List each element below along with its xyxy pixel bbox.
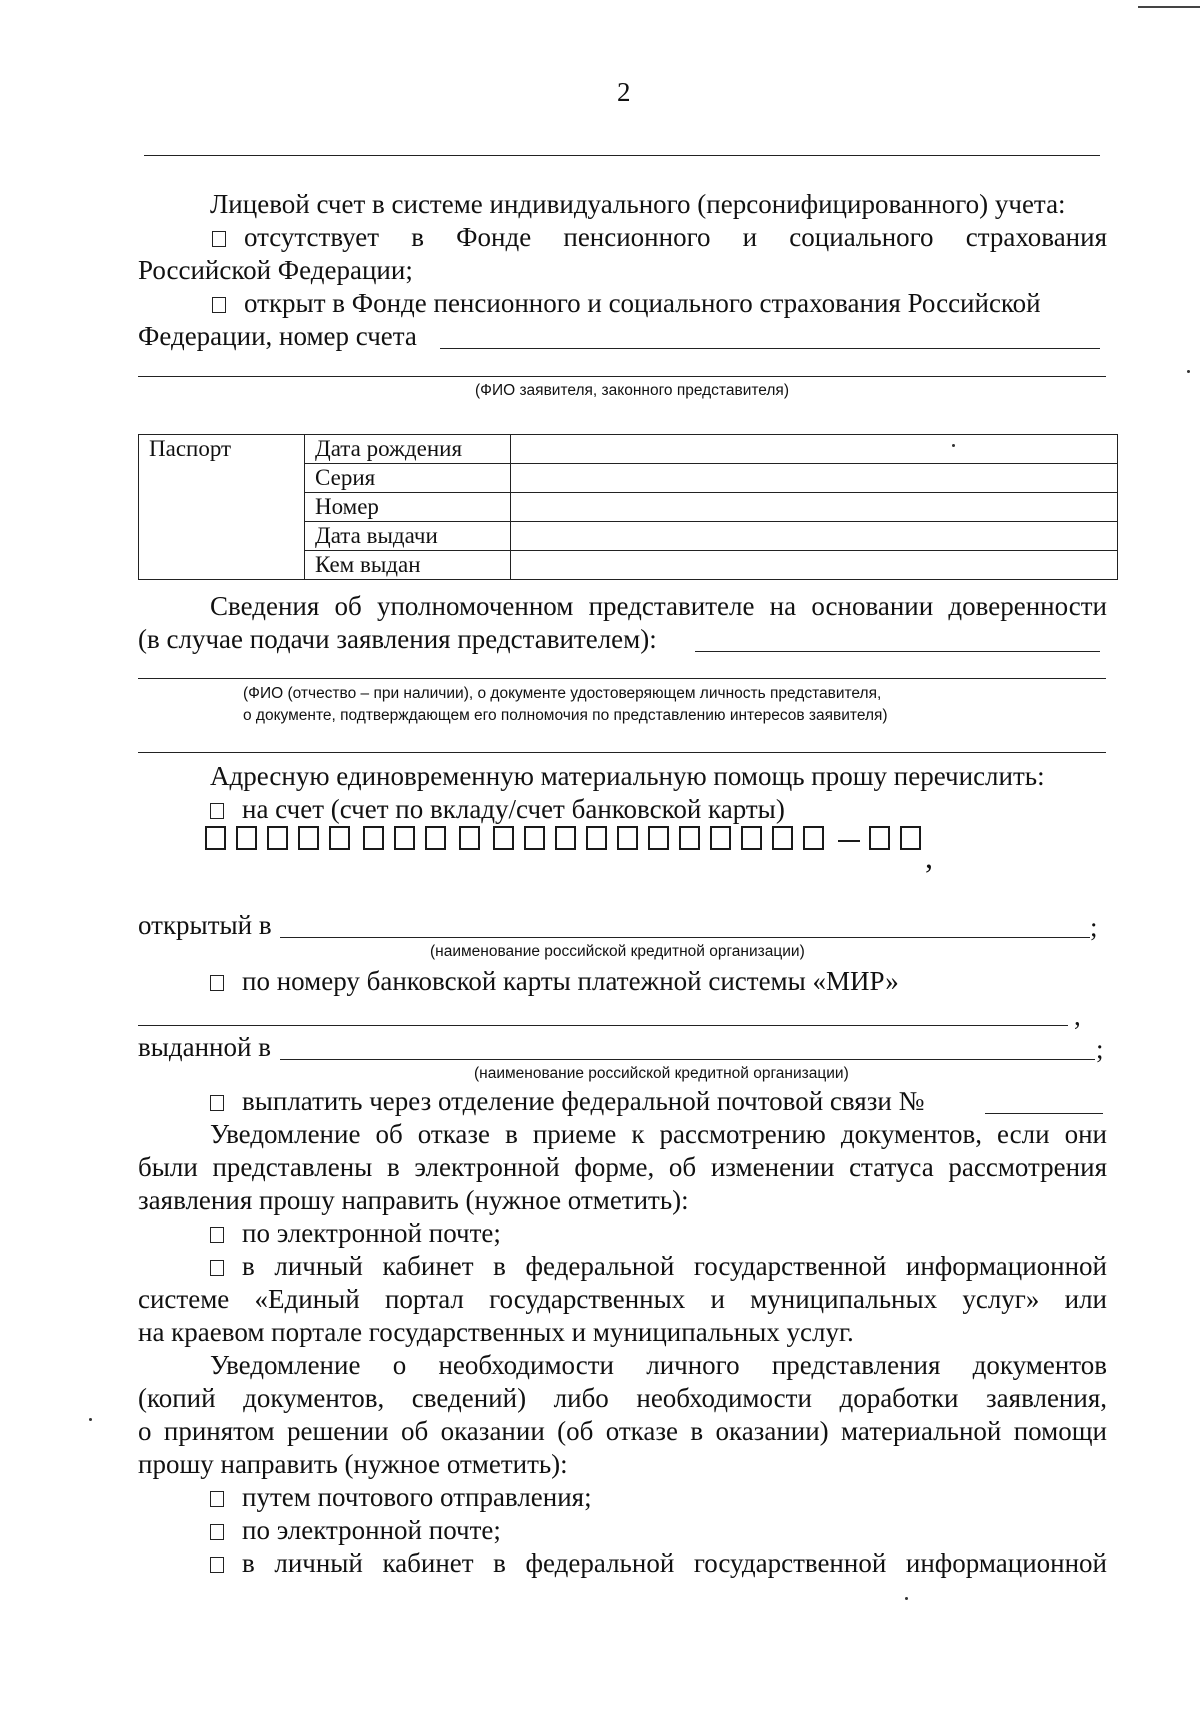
passport-row-label: Серия (305, 464, 511, 493)
account-digit-box[interactable] (617, 826, 638, 850)
scan-speck (89, 1418, 92, 1421)
checkbox-decision-cabinet[interactable] (210, 1557, 224, 1573)
checkbox-card[interactable] (210, 975, 224, 991)
representative-line2: (в случае подачи заявления представителем): (138, 624, 657, 654)
representative-caption-2: о документе, подтверждающем его полномочия по представлению интересов заявителя) (243, 707, 888, 724)
account-trailing-comma: , (925, 839, 933, 875)
option-refusal-email-text: по электронной почте; (242, 1218, 501, 1248)
notice-decision-line1: Уведомление о необходимости личного представления документов (210, 1350, 1107, 1380)
issued-in-end: ; (1096, 1034, 1104, 1064)
notice-refusal-line1: Уведомление об отказе в приеме к рассмотрению документов, если они (210, 1119, 1107, 1149)
option-post-office (210, 1085, 924, 1117)
bank-caption-1: (наименование российской кредитной организации) (430, 943, 805, 960)
checkbox-refusal-email[interactable] (210, 1227, 224, 1243)
passport-value-cell[interactable] (511, 435, 1118, 464)
account-digit-box[interactable] (493, 826, 514, 850)
account-digit-box[interactable] (741, 826, 762, 850)
checkbox-refusal-cabinet[interactable] (210, 1260, 224, 1276)
separator-rule (138, 752, 1106, 753)
account-digit-box[interactable] (267, 826, 288, 850)
option-to-account (210, 793, 785, 825)
account-digit-box[interactable] (648, 826, 669, 850)
scan-speck (952, 444, 955, 447)
account-digit-box[interactable] (679, 826, 700, 850)
account-digit-box[interactable] (586, 826, 607, 850)
issued-in-field[interactable] (280, 1059, 1095, 1060)
account-digit-box[interactable] (869, 826, 890, 850)
page-number: 2 (617, 77, 631, 107)
post-office-number-field[interactable] (985, 1113, 1103, 1114)
account-digit-box[interactable] (459, 826, 480, 850)
opened-in-label: открытый в (138, 910, 272, 940)
account-digit-box[interactable] (205, 826, 226, 850)
passport-row-label: Кем выдан (305, 551, 511, 580)
option-decision-post (210, 1481, 592, 1513)
scan-speck (1187, 370, 1190, 373)
notice-decision-line2: (копий документов, сведений) либо необходимости доработки заявления, (138, 1383, 1107, 1413)
option-decision-cabinet (210, 1547, 1107, 1579)
scan-speck (905, 1597, 908, 1600)
representative-line1: Сведения об уполномоченном представителе на основании доверенности (210, 591, 1107, 621)
account-digit-box[interactable] (900, 826, 921, 850)
account-digit-box[interactable] (772, 826, 793, 850)
account-digit-box[interactable] (803, 826, 824, 850)
notice-decision-line4: прошу направить (нужное отметить): (138, 1449, 568, 1479)
personal-account-heading: Лицевой счет в системе индивидуального (персонифицированного) учета: (210, 189, 1066, 219)
checkbox-decision-email[interactable] (210, 1524, 224, 1540)
checkbox-to-account[interactable] (210, 803, 224, 819)
checkbox-decision-post[interactable] (210, 1491, 224, 1507)
applicant-name-field[interactable] (138, 376, 1106, 377)
account-digit-box[interactable] (236, 826, 257, 850)
checkbox-post-office[interactable] (210, 1095, 224, 1111)
notice-decision-line3: о принятом решении об оказании (об отказе в оказании) материальной помощи (138, 1416, 1107, 1446)
option-account-open-text: открыт в Фонде пенсионного и социального страхования Российской (244, 288, 1041, 318)
option-card-text: по номеру банковской карты платежной системы «МИР» (242, 966, 899, 996)
opened-in-field[interactable] (280, 937, 1090, 938)
option-account-absent-cont: Российской Федерации; (138, 255, 413, 285)
representative-field-2[interactable] (138, 678, 1106, 679)
notice-refusal-line2: были представлены в электронной форме, об изменении статуса рассмотрения (138, 1152, 1107, 1182)
option-decision-email (210, 1514, 501, 1546)
option-to-account-text: на счет (счет по вкладу/счет банковской карты) (242, 794, 785, 824)
option-account-absent-text: отсутствует в Фонде пенсионного и социального страхования (244, 222, 1107, 252)
account-digit-box[interactable] (394, 826, 415, 850)
option-refusal-email (210, 1217, 501, 1249)
account-dash (838, 840, 860, 842)
opened-in-end: ; (1090, 912, 1098, 942)
card-line-end: , (1074, 1001, 1081, 1031)
issued-in-label: выданной в (138, 1032, 271, 1062)
passport-label: Паспорт (139, 435, 305, 580)
option-decision-email-text: по электронной почте; (242, 1515, 501, 1545)
passport-row-label: Дата выдачи (305, 522, 511, 551)
passport-row-label: Номер (305, 493, 511, 522)
option-refusal-cabinet-text: в личный кабинет в федеральной государственной информационной (242, 1251, 1107, 1281)
option-refusal-cabinet-cont-2: на краевом портале государственных и муниципальных услуг. (138, 1317, 854, 1347)
card-number-field[interactable] (138, 1025, 1068, 1026)
option-card (210, 965, 899, 997)
passport-value-cell[interactable] (511, 493, 1118, 522)
account-digit-box[interactable] (425, 826, 446, 850)
passport-value-cell[interactable] (511, 551, 1118, 580)
passport-row-label: Дата рождения (305, 435, 511, 464)
applicant-caption: (ФИО заявителя, законного представителя) (475, 382, 789, 399)
bank-caption-2: (наименование российской кредитной организации) (474, 1065, 849, 1082)
passport-value-cell[interactable] (511, 522, 1118, 551)
account-digit-box[interactable] (329, 826, 350, 850)
option-account-open-cont: Федерации, номер счета (138, 321, 417, 351)
account-digit-box[interactable] (524, 826, 545, 850)
option-account-open (212, 287, 1041, 319)
option-decision-post-text: путем почтового отправления; (242, 1482, 592, 1512)
top-rule (144, 155, 1100, 156)
passport-value-cell[interactable] (511, 464, 1118, 493)
checkbox-account-open[interactable] (212, 297, 226, 313)
account-digit-box[interactable] (298, 826, 319, 850)
passport-table (138, 434, 1118, 580)
representative-field[interactable] (695, 651, 1100, 652)
notice-refusal-line3: заявления прошу направить (нужное отметить): (138, 1185, 689, 1215)
account-number-field[interactable] (440, 348, 1100, 349)
option-refusal-cabinet (210, 1250, 1107, 1282)
corner-mark (1138, 6, 1200, 8)
payment-heading: Адресную единовременную материальную помощь прошу перечислить: (210, 761, 1045, 791)
representative-caption-1: (ФИО (отчество – при наличии), о документе удостоверяющем личность представителя, (243, 685, 882, 702)
option-account-absent (212, 221, 1107, 253)
account-digit-box[interactable] (555, 826, 576, 850)
option-refusal-cabinet-cont: системе «Единый портал государственных и муниципальных услуг» или (138, 1284, 1107, 1314)
account-digit-box[interactable] (363, 826, 384, 850)
option-post-office-text: выплатить через отделение федеральной почтовой связи № (242, 1086, 925, 1116)
option-decision-cabinet-text: в личный кабинет в федеральной государственной информационной (242, 1548, 1107, 1578)
account-digit-box[interactable] (710, 826, 731, 850)
checkbox-account-absent[interactable] (212, 231, 226, 247)
